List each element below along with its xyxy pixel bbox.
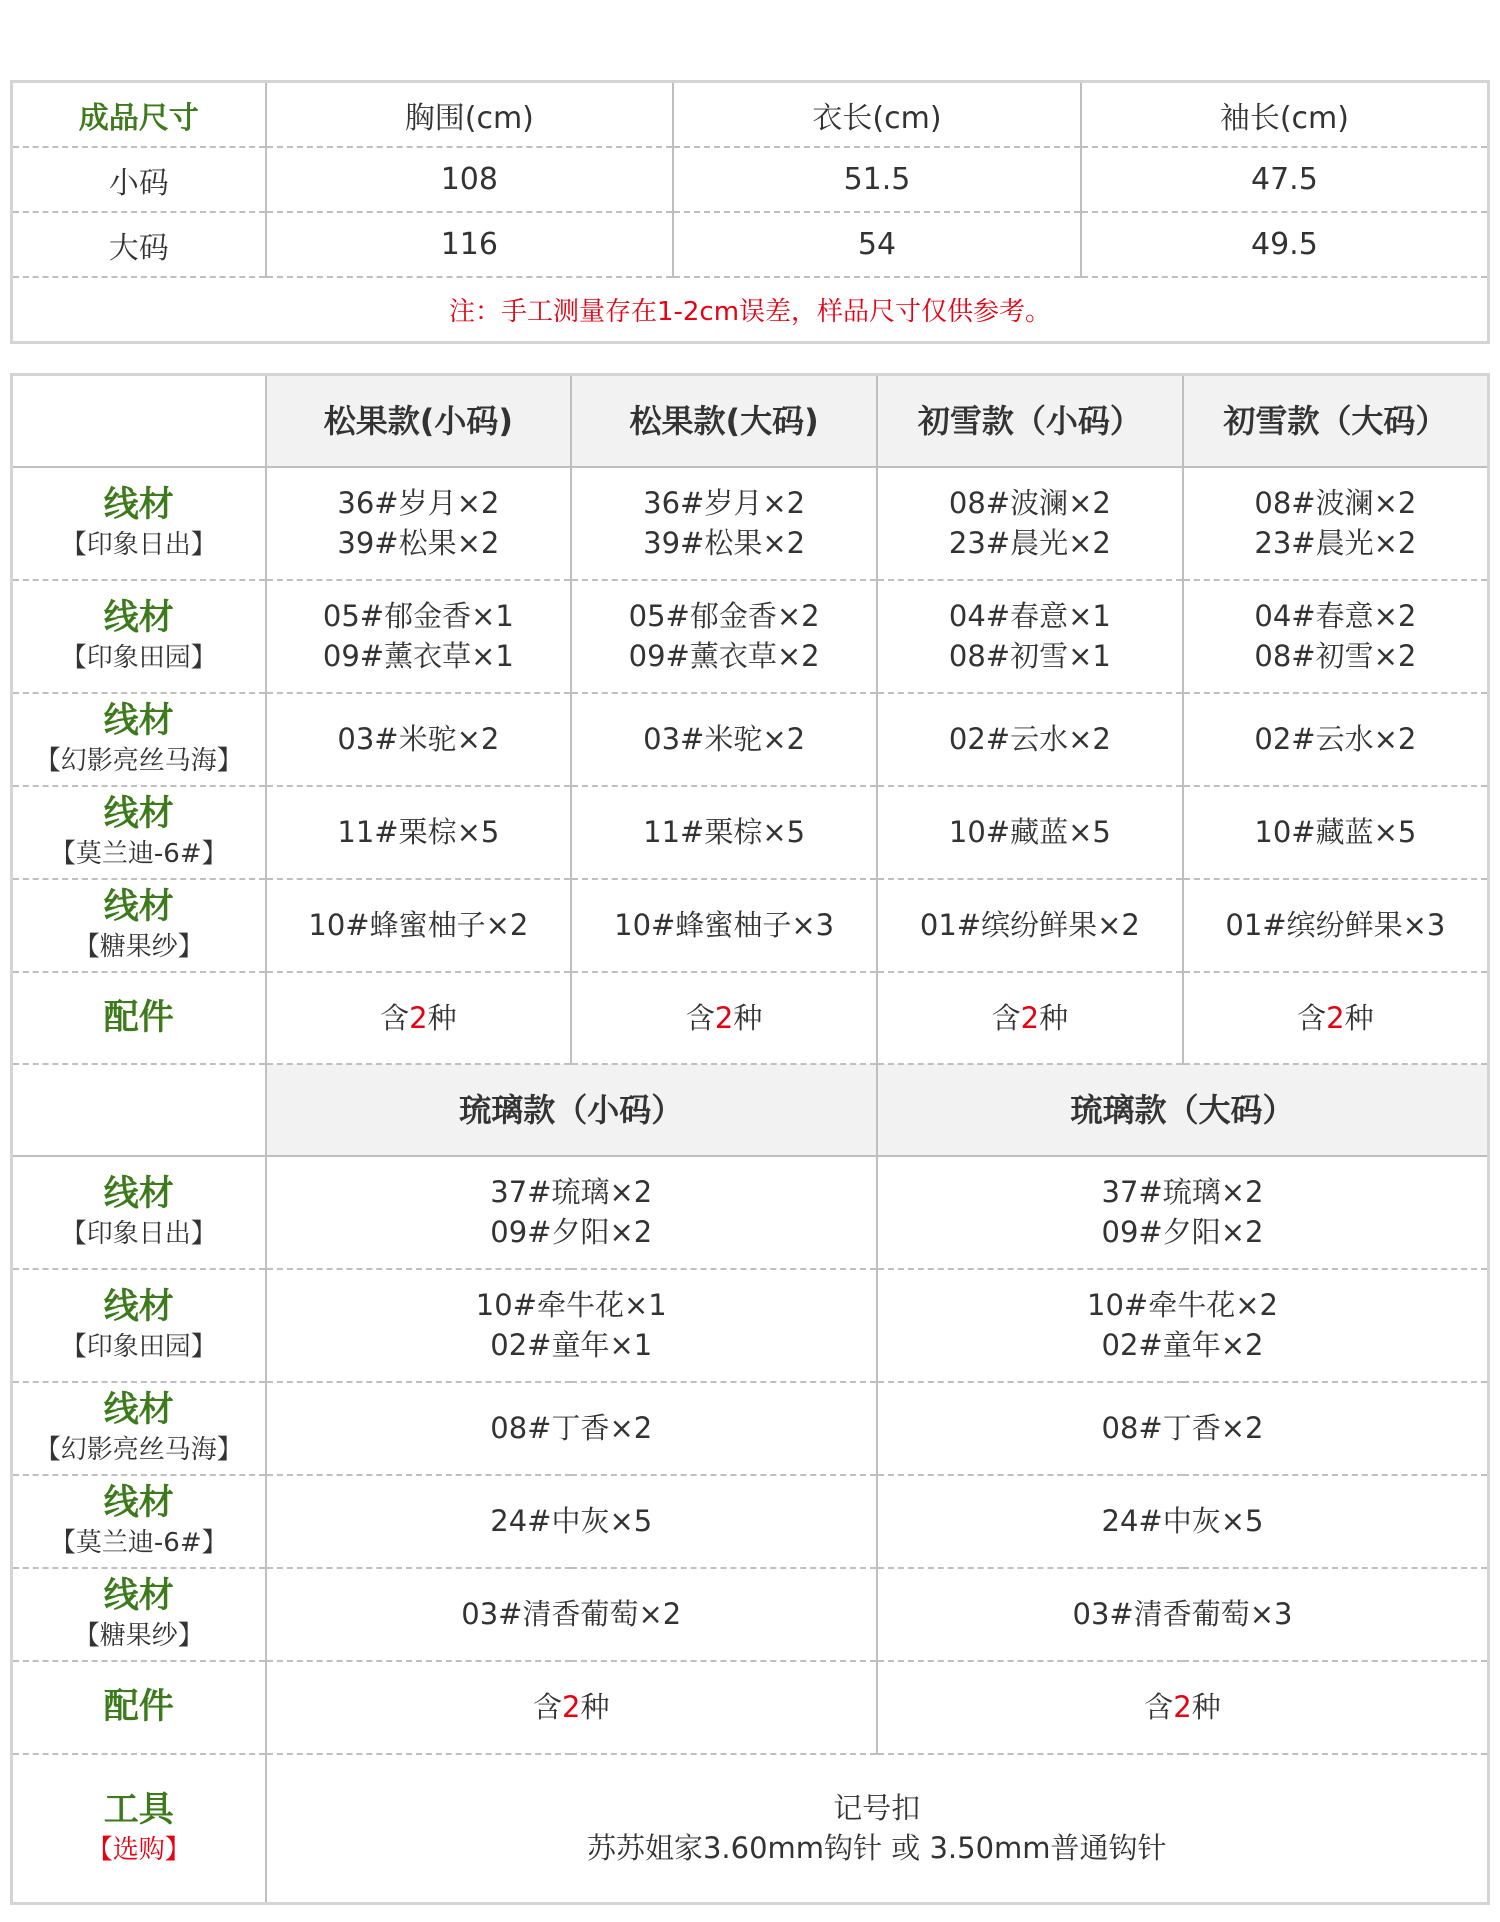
- size-header-length: 衣长(cm): [673, 82, 1081, 148]
- material-cell: 11#栗棕×5: [571, 786, 877, 879]
- accessory-count: 2: [562, 1690, 581, 1724]
- material-line: 09#薰衣草×1: [322, 639, 514, 673]
- row-subtitle: 【糖果纱】: [73, 932, 204, 962]
- row-label: [12, 972, 266, 1064]
- size-corner-label: 成品尺寸: [12, 82, 266, 148]
- accessory-cell: [571, 972, 877, 1064]
- material-line: 09#薰衣草×2: [628, 639, 820, 673]
- material-cell: [266, 1269, 878, 1382]
- material-cell: [1183, 467, 1489, 580]
- tools-row: [12, 1754, 1489, 1904]
- accessory-prefix: 含: [380, 1000, 410, 1035]
- row-title: 线材: [103, 1576, 174, 1616]
- row-subtitle: 【印象日出】: [60, 530, 217, 560]
- accessory-suffix: 种: [427, 1000, 457, 1035]
- material-cell: 03#米驼×2: [571, 693, 877, 786]
- row-title: 线材: [103, 887, 174, 927]
- accessory-cell: [266, 972, 572, 1064]
- accessory-prefix: 含: [685, 1000, 715, 1035]
- accessory-cell: [1183, 972, 1489, 1064]
- row-title: 线材: [103, 701, 174, 741]
- material-line: 36#岁月×2: [643, 486, 806, 520]
- table-row: [12, 879, 1489, 972]
- accessory-count: 2: [1020, 1000, 1040, 1035]
- table-row: [12, 1475, 1489, 1568]
- row-label: [12, 1269, 266, 1382]
- material-line: 37#琉璃×2: [490, 1175, 653, 1209]
- table-row: [12, 1568, 1489, 1661]
- material-cell: 03#清香葡萄×2: [266, 1568, 878, 1661]
- row-title: 配件: [103, 997, 174, 1038]
- material-line: 04#春意×2: [1254, 599, 1417, 633]
- row-title: 线材: [103, 598, 174, 638]
- row-label: [12, 580, 266, 693]
- row-subtitle: 【莫兰迪-6#】: [49, 839, 228, 869]
- size-header-chest: 胸围(cm): [266, 82, 674, 148]
- material-line: 23#晨光×2: [1254, 526, 1417, 560]
- blank-corner: [12, 1064, 266, 1156]
- material-cell: 08#丁香×2: [877, 1382, 1489, 1475]
- accessory-row: [12, 972, 1489, 1064]
- accessory-prefix: 含: [533, 1690, 563, 1724]
- material-line: 04#春意×1: [948, 599, 1111, 633]
- column-header: 初雪款（大码）: [1183, 375, 1489, 467]
- row-title: 线材: [103, 1390, 174, 1430]
- size-row-small: [12, 147, 1489, 212]
- material-cell: 10#藏蓝×5: [1183, 786, 1489, 879]
- row-label: [12, 786, 266, 879]
- row-title: 配件: [103, 1687, 174, 1727]
- accessory-prefix: 含: [991, 1000, 1021, 1035]
- accessory-count: 2: [1173, 1690, 1192, 1724]
- material-cell: [571, 467, 877, 580]
- column-header: 琉璃款（大码）: [877, 1064, 1489, 1156]
- size-label: 小码: [12, 147, 266, 212]
- accessory-count: 2: [1326, 1000, 1345, 1035]
- blank-corner: [12, 375, 266, 467]
- row-label: [12, 1156, 266, 1269]
- row-label: [12, 1475, 266, 1568]
- column-header: 琉璃款（小码）: [266, 1064, 878, 1156]
- size-label: 大码: [12, 212, 266, 277]
- row-subtitle: 【幻影亮丝马海】: [34, 746, 243, 776]
- tool-line: 苏苏姐家3.60mm钩针 或 3.50mm普通钩针: [586, 1831, 1167, 1866]
- material-line: 05#郁金香×2: [628, 599, 820, 633]
- tools-title: 工具: [103, 1790, 174, 1831]
- accessory-cell: [877, 972, 1183, 1064]
- size-row-large: [12, 212, 1489, 277]
- size-value: 108: [266, 147, 674, 212]
- material-cell: 11#栗棕×5: [266, 786, 572, 879]
- accessory-prefix: 含: [1144, 1690, 1174, 1724]
- accessory-cell: [877, 1661, 1489, 1754]
- table-row: [12, 1269, 1489, 1382]
- group2-header-row: [12, 1064, 1489, 1156]
- size-value: 49.5: [1081, 212, 1489, 277]
- material-cell: [877, 580, 1183, 693]
- table-row: [12, 693, 1489, 786]
- size-note-row: [12, 277, 1489, 343]
- row-subtitle: 【莫兰迪-6#】: [49, 1528, 228, 1558]
- material-cell: 10#蜂蜜柚子×3: [571, 879, 877, 972]
- material-line: 09#夕阳×2: [490, 1215, 653, 1249]
- material-line: 39#松果×2: [337, 526, 500, 560]
- material-cell: [571, 580, 877, 693]
- row-label: [12, 467, 266, 580]
- column-header: 初雪款（小码）: [877, 375, 1183, 467]
- row-subtitle: 【糖果纱】: [73, 1621, 204, 1651]
- material-line: 08#波澜×2: [948, 486, 1111, 520]
- material-cell: [877, 1156, 1489, 1269]
- row-subtitle: 【印象田园】: [60, 643, 217, 673]
- material-line: 08#初雪×1: [948, 639, 1111, 673]
- material-cell: [266, 467, 572, 580]
- tool-line: 记号扣: [833, 1791, 921, 1826]
- table-row: [12, 786, 1489, 879]
- material-cell: 10#蜂蜜柚子×2: [266, 879, 572, 972]
- row-title: 线材: [103, 485, 174, 525]
- material-cell: 10#藏蓝×5: [877, 786, 1183, 879]
- accessory-count: 2: [714, 1000, 734, 1035]
- table-row: [12, 580, 1489, 693]
- material-cell: [877, 1269, 1489, 1382]
- column-header: 松果款(大码): [571, 375, 877, 467]
- size-header-sleeve: 袖长(cm): [1081, 82, 1489, 148]
- material-cell: 02#云水×2: [1183, 693, 1489, 786]
- material-cell: [1183, 580, 1489, 693]
- accessory-suffix: 种: [1191, 1690, 1221, 1724]
- material-line: 08#波澜×2: [1254, 486, 1417, 520]
- material-cell: 02#云水×2: [877, 693, 1183, 786]
- tools-subtitle: 【选购】: [86, 1835, 191, 1866]
- material-line: 10#牵牛花×2: [1087, 1288, 1278, 1322]
- material-line: 39#松果×2: [643, 526, 806, 560]
- material-cell: 03#清香葡萄×3: [877, 1568, 1489, 1661]
- material-cell: [877, 467, 1183, 580]
- tools-cell: [266, 1754, 1489, 1904]
- row-label: [12, 1382, 266, 1475]
- accessory-suffix: 种: [1039, 1000, 1069, 1035]
- material-line: 02#童年×2: [1101, 1328, 1264, 1362]
- material-cell: 03#米驼×2: [266, 693, 572, 786]
- material-line: 37#琉璃×2: [1101, 1175, 1264, 1209]
- size-note: 注：手工测量存在1-2cm误差，样品尺寸仅供参考。: [448, 297, 1052, 327]
- material-cell: 24#中灰×5: [877, 1475, 1489, 1568]
- size-value: 116: [266, 212, 674, 277]
- material-cell: 01#缤纷鲜果×3: [1183, 879, 1489, 972]
- material-cell: [266, 580, 572, 693]
- size-header-row: [12, 82, 1489, 148]
- accessory-row: [12, 1661, 1489, 1754]
- material-line: 02#童年×1: [490, 1328, 653, 1362]
- row-title: 线材: [103, 1287, 174, 1327]
- row-label: [12, 1661, 266, 1754]
- row-label: [12, 693, 266, 786]
- row-subtitle: 【幻影亮丝马海】: [34, 1435, 243, 1465]
- row-label: [12, 879, 266, 972]
- row-title: 线材: [103, 1174, 174, 1214]
- group1-header-row: [12, 375, 1489, 467]
- size-value: 51.5: [673, 147, 1081, 212]
- accessory-count: 2: [409, 1000, 428, 1035]
- row-title: 线材: [103, 794, 174, 834]
- material-line: 36#岁月×2: [337, 486, 500, 520]
- material-cell: [266, 1156, 878, 1269]
- accessory-suffix: 种: [733, 1000, 763, 1035]
- accessory-cell: [266, 1661, 878, 1754]
- material-line: 05#郁金香×1: [322, 599, 514, 633]
- material-line: 10#牵牛花×1: [475, 1288, 667, 1322]
- row-label: [12, 1754, 266, 1904]
- size-value: 54: [673, 212, 1081, 277]
- table-row: [12, 1382, 1489, 1475]
- row-title: 线材: [103, 1483, 174, 1523]
- material-line: 23#晨光×2: [948, 526, 1111, 560]
- column-header: 松果款(小码): [266, 375, 572, 467]
- row-label: [12, 1568, 266, 1661]
- material-cell: 08#丁香×2: [266, 1382, 878, 1475]
- materials-table: [10, 373, 1490, 1905]
- material-cell: 01#缤纷鲜果×2: [877, 879, 1183, 972]
- table-row: [12, 467, 1489, 580]
- size-value: 47.5: [1081, 147, 1489, 212]
- table-row: [12, 1156, 1489, 1269]
- material-line: 09#夕阳×2: [1101, 1215, 1264, 1249]
- row-subtitle: 【印象日出】: [60, 1219, 217, 1249]
- accessory-prefix: 含: [1297, 1000, 1327, 1035]
- material-line: 08#初雪×2: [1254, 639, 1417, 673]
- row-subtitle: 【印象田园】: [60, 1332, 217, 1362]
- accessory-suffix: 种: [1344, 1000, 1374, 1035]
- accessory-suffix: 种: [580, 1690, 610, 1724]
- material-cell: 24#中灰×5: [266, 1475, 878, 1568]
- size-table: [10, 80, 1490, 344]
